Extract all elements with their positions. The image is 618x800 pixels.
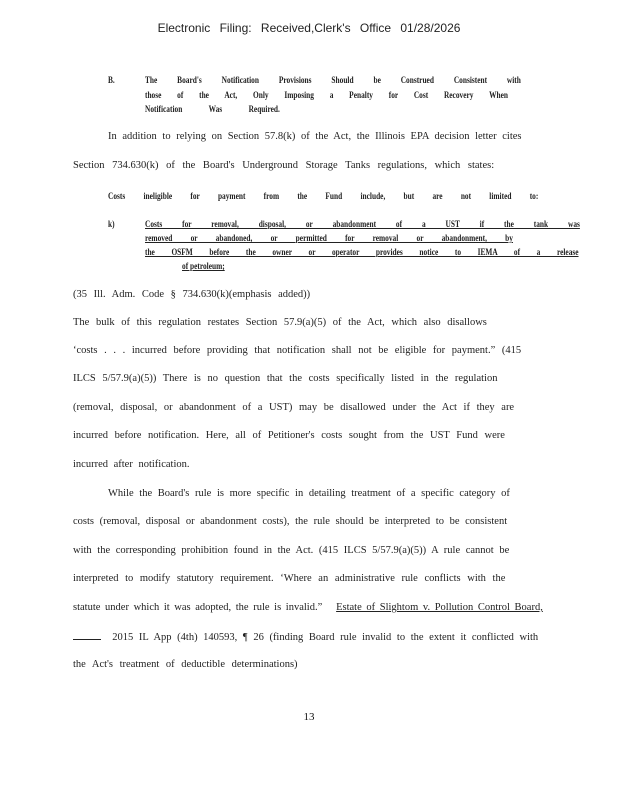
quote-item-line-4: of petroleum;: [182, 261, 225, 271]
para2-line-4: (removal, disposal, or abandonment of a UST) may be disallowed under the Act if they are: [73, 402, 515, 413]
heading-line-1: The Board's Notification Provisions Should be Construed Consistent with: [145, 75, 521, 85]
para3-line-2: costs (removal, disposal or abandonment costs), the rule should be interpreted to be consistent: [73, 516, 508, 527]
heading-line-3: Notification Was Required.: [145, 104, 280, 114]
quote-item-line-3: the OSFM before the owner or operator provides notice to IEMA of a release: [145, 247, 579, 257]
para3-line-7: the Act's treatment of deductible determinations): [73, 659, 298, 670]
regulation-citation: (35 Ill. Adm. Code § 734.630(k)(emphasis added)): [73, 289, 311, 300]
para3-line-5-text: statute under which it was adopted, the rule is invalid.”: [73, 602, 323, 613]
para3-line-5: [73, 602, 543, 613]
quote-intro: Costs ineligible for payment from the Fund include, but are not limited to:: [108, 191, 539, 201]
para2-line-5: incurred before notification. Here, all of Petitioner's costs sought from the UST Fund were: [73, 430, 505, 441]
para2-line-6: incurred after notification.: [73, 459, 190, 470]
para1-line-2: Section 734.630(k) of the Board's Underground Storage Tanks regulations, which states:: [73, 160, 495, 171]
citation-blank-line: [73, 630, 101, 640]
para3-line-3: with the corresponding prohibition found in the Act. (415 ILCS 5/57.9(a)(5)) A rule cannot be: [73, 545, 510, 556]
page-number: 13: [303, 711, 315, 723]
filing-header: Electronic Filing: Received,Clerk's Office 01/28/2026: [157, 21, 461, 35]
para2-line-1: The bulk of this regulation restates Section 57.9(a)(5) of the Act, which also disallows: [73, 317, 487, 328]
para2-line-2: ‘costs . . . incurred before providing that notification shall not be eligible for payment.” (415: [73, 345, 522, 356]
heading-label: B.: [108, 75, 115, 85]
quote-item-label: k): [108, 219, 115, 229]
para3-line-4: interpreted to modify statutory requirement. ‘Where an administrative rule conflicts with the: [73, 573, 506, 584]
para3-line-1: While the Board's rule is more specific in detailing treatment of a specific category of: [108, 488, 510, 499]
para1-line-1: In addition to relying on Section 57.8(k) of the Act, the Illinois EPA decision letter cites: [108, 131, 522, 142]
quote-item-line-1: Costs for removal, disposal, or abandonment of a UST if the tank was: [145, 219, 580, 229]
para3-line-6-text: 2015 IL App (4th) 140593, ¶ 26 (finding Board rule invalid to the extent it conflicted with: [112, 632, 539, 643]
para2-line-3: ILCS 5/57.9(a)(5)) There is no question that the costs specifically listed in the regulation: [73, 373, 498, 384]
heading-line-2: those of the Act, Only Imposing a Penalty for Cost Recovery When: [145, 90, 508, 100]
case-name: Estate of Slightom v. Pollution Control Board,: [336, 602, 543, 613]
para3-line-6: [73, 630, 538, 643]
quote-item-line-2: removed or abandoned, or permitted for removal or abandonment, by: [145, 233, 513, 243]
